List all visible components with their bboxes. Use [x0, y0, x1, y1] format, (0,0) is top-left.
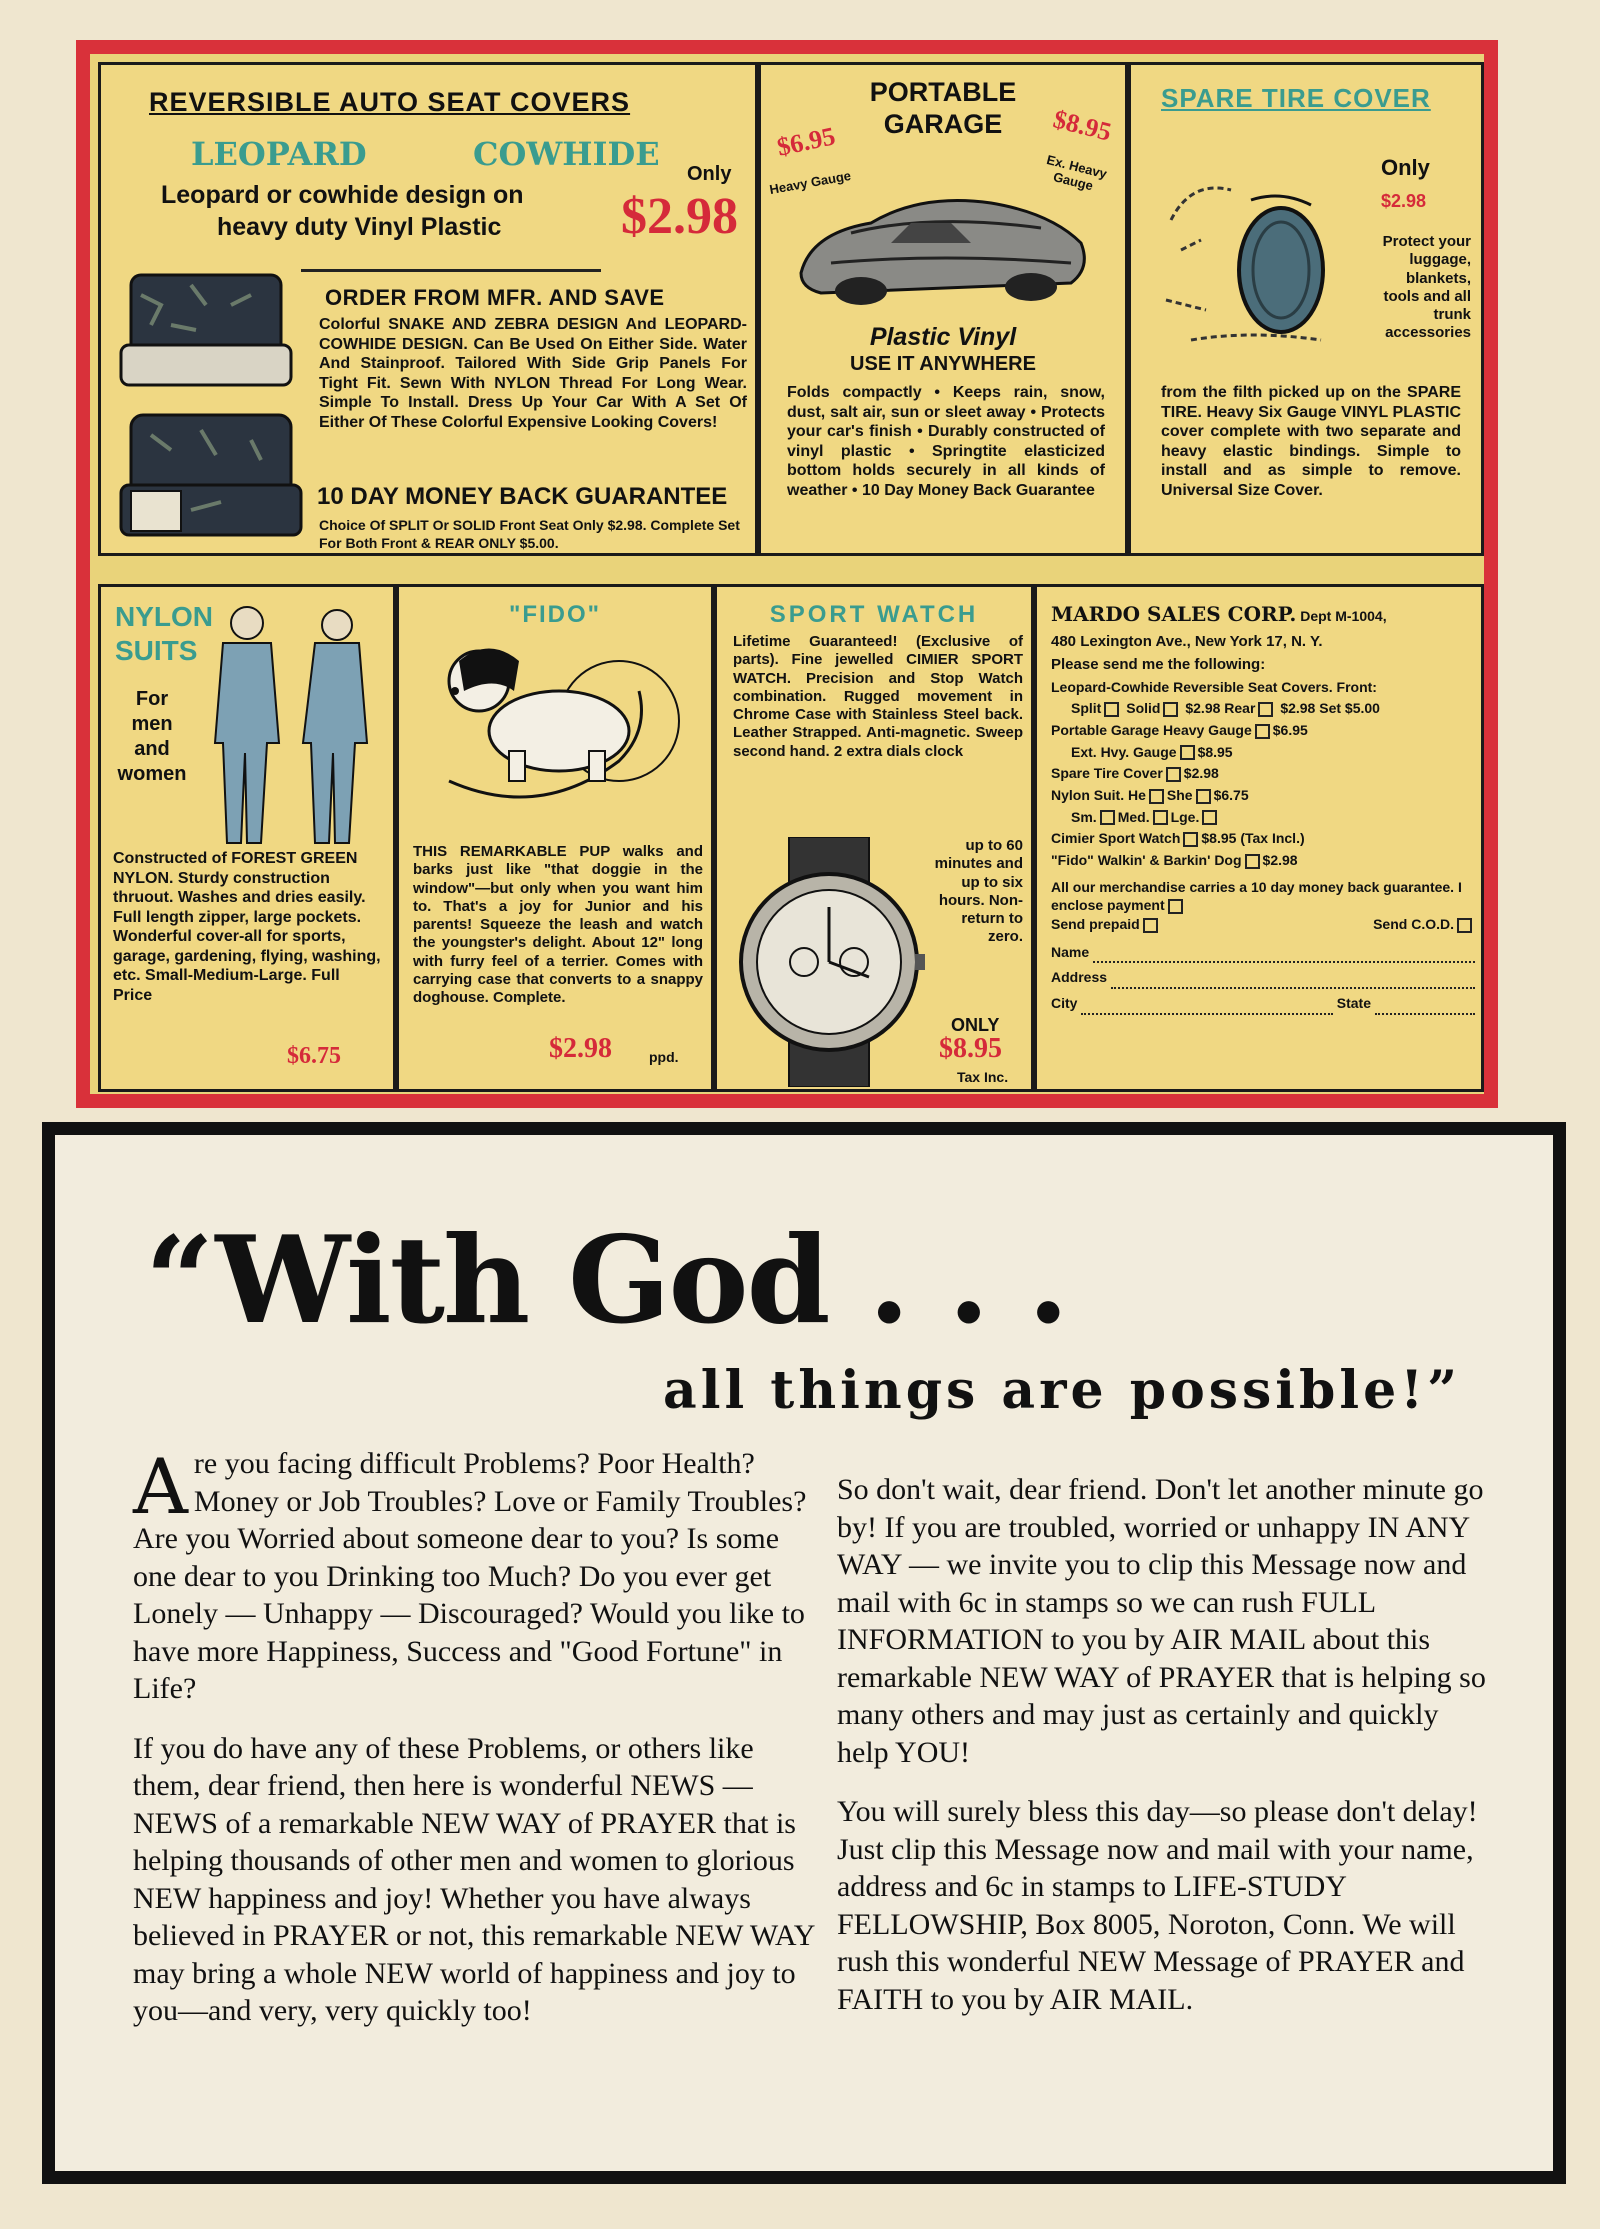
seat-covers-body: Colorful SNAKE AND ZEBRA DESIGN And LEOPARD-COWHIDE DESIGN. Can Be Used On Either Side. Water And Stainproof. Tailored With Side Grip Panels For Tight Fit. Sewn With NYLON Thread For Long Wear. Simple To Install. Dress Up Your Car With A Set Of Either Of These Colorful Expensive Looking Covers!: [319, 316, 747, 431]
name-label: Name: [1051, 943, 1090, 960]
state-label: State: [1336, 995, 1371, 1012]
suit-she-checkbox[interactable]: [1196, 789, 1211, 804]
solid-label: Solid: [1126, 700, 1161, 717]
choice-text: Choice Of SPLIT Or SOLID Front Seat Only $2.98. Complete Set For Both Front & REAR ONLY $5.00.: [319, 517, 740, 551]
sport-watch-ad: [714, 584, 1034, 1092]
suit-he-checkbox[interactable]: [1149, 789, 1164, 804]
size-sm-label: Sm.: [1071, 808, 1097, 825]
suits-for: For men and women: [117, 688, 187, 785]
city-state-row: [1051, 993, 1475, 1015]
message-left-column: [133, 1442, 823, 2052]
fido-body: THIS REMARKABLE PUP walks and barks just like "that doggie in the window"—but only when you want him to. That's a joy for Junior and his parents! Squeeze the leash and watch the youngster's delight. About 12" long with furry feel of a terrier. Comes with carrying case that converts to a snappy doghouse. Complete.: [413, 843, 703, 1007]
size-lge-checkbox[interactable]: [1202, 810, 1217, 825]
watch-body: Lifetime Guaranteed! (Exclusive of parts). Fine jewelled CIMIER SPORT WATCH. Precision and Stop Watch combination. Rugged movement in Chrome Case with Stainless Steel back. Leather Strapped. Anti-magnetic. Sweep second hand. 2 extra dials clock: [733, 633, 1023, 760]
cowhide-label: COWHIDE: [473, 135, 660, 173]
payment-checkbox[interactable]: [1168, 899, 1183, 914]
suits-title-line-1: NYLON: [115, 601, 213, 632]
suit-form-price: $6.75: [1213, 786, 1249, 803]
leopard-label: LEOPARD: [191, 135, 367, 173]
headline: “With God . . .: [145, 1210, 1068, 1351]
spare-tire-ad: [1128, 62, 1484, 556]
order-form-header: [1051, 599, 1475, 630]
city-label: City: [1051, 995, 1078, 1012]
form-line-garage-ex: [1051, 742, 1475, 764]
design-line-2: heavy duty Vinyl Plastic: [217, 213, 502, 241]
seat-covers-price: $2.98: [621, 188, 738, 245]
garage-heavy-label: Portable Garage Heavy Gauge: [1051, 721, 1252, 738]
suits-title-line-2: SUITS: [115, 635, 198, 666]
please-send: Please send me the following:: [1051, 656, 1266, 674]
form-line-suit: [1051, 785, 1475, 807]
ad-panel-inner: [90, 54, 1484, 1094]
fido-title: "FIDO": [508, 601, 602, 628]
form-line-garage: [1051, 720, 1475, 742]
garage-price-ex: $8.95: [1049, 104, 1114, 147]
tire-body: from the filth picked up on the SPARE TIRE. Heavy Six Gauge VINYL PLASTIC cover complete with two separate and heavy elastic bindings. Simple to install and as simple to remove. Universal Size Cover.: [1161, 384, 1461, 499]
state-field[interactable]: [1375, 993, 1475, 1015]
solid-checkbox[interactable]: [1163, 702, 1178, 717]
garage-heavy-checkbox[interactable]: [1255, 724, 1270, 739]
form-line-tire: [1051, 763, 1475, 785]
set-label: $2.98 Set $5.00: [1280, 700, 1380, 717]
paragraph-1: [133, 1442, 823, 1708]
size-lge-label: Lge.: [1170, 808, 1200, 825]
size-med-checkbox[interactable]: [1153, 810, 1168, 825]
nylon-suits-illustration: [197, 601, 393, 851]
address-field[interactable]: [1111, 967, 1475, 989]
watch-tax: Tax Inc.: [957, 1069, 1009, 1085]
garage-subtitle: Plastic Vinyl: [869, 323, 1017, 351]
tire-price: $2.98: [1381, 191, 1427, 211]
tire-only: Only: [1381, 155, 1430, 180]
prepaid-checkbox[interactable]: [1143, 918, 1158, 933]
tire-form-price: $2.98: [1183, 765, 1219, 782]
prayer-message-inner: [52, 1132, 1556, 2174]
suits-price: $6.75: [287, 1043, 341, 1069]
form-line-seat-options: [1051, 698, 1475, 720]
tire-label: Spare Tire Cover: [1051, 765, 1163, 782]
only-label: Only: [687, 163, 732, 185]
fido-ad: [396, 584, 714, 1092]
toy-dog-illustration: [419, 631, 699, 831]
seat-cover-illustration: [111, 255, 311, 545]
garage-label-ex: Ex. Heavy Gauge: [1045, 152, 1109, 194]
seat-covers-title: REVERSIBLE AUTO SEAT COVERS: [149, 87, 631, 117]
garage-ex-price: $8.95: [1197, 743, 1233, 760]
seat-covers-ad: [98, 62, 758, 556]
watch-side-text: up to 60 minutes and up to six hours. Non-return to zero.: [934, 837, 1023, 946]
garage-body: Folds compactly • Keeps rain, snow, dust, salt air, sun or sleet away • Protects your car's finish • Durably constructed of vinyl plastic • Springtite elasticized bottom holds securely in all kinds of weather • 10 Day Money Back Guarantee: [787, 384, 1105, 499]
order-form: [1034, 584, 1484, 1092]
watch-form-label: Cimier Sport Watch: [1051, 830, 1181, 847]
mail-order-ad-panel: [76, 40, 1498, 1108]
watch-form-price: $8.95 (Tax Incl.): [1201, 830, 1305, 847]
fido-form-price: $2.98: [1262, 852, 1298, 868]
fido-form-label: "Fido" Walkin' & Barkin' Dog: [1051, 852, 1242, 868]
garage-title-line-1: PORTABLE: [869, 77, 1017, 107]
rear-checkbox[interactable]: [1258, 702, 1273, 717]
company-address: 480 Lexington Ave., New York 17, N. Y.: [1051, 633, 1323, 650]
form-line-sizes: [1051, 807, 1475, 829]
garage-use: USE IT ANYWHERE: [850, 353, 1036, 375]
prepaid-label: Send prepaid: [1051, 916, 1140, 933]
subheadline: all things are possible!”: [663, 1360, 1461, 1421]
prayer-message-ad: [42, 1122, 1566, 2184]
watch-only: ONLY: [951, 1015, 1000, 1035]
address-label: Address: [1051, 969, 1108, 986]
suits-body: Constructed of FOREST GREEN NYLON. Sturdy construction thruout. Washes and dries easily. Full length zipper, large pockets. Wonderful cover-all for sports, garage, gardening, flying, washing, etc. Small-Medium-Large. Full Price: [113, 850, 381, 1004]
garage-price-heavy: $6.95: [774, 121, 838, 162]
address-field-row: [1051, 967, 1475, 989]
city-field[interactable]: [1081, 993, 1332, 1015]
form-line-watch: [1051, 828, 1475, 850]
size-sm-checkbox[interactable]: [1100, 810, 1115, 825]
drop-cap: A: [133, 1442, 188, 1531]
paragraph-4: You will surely bless this day—so please don't delay! Just clip this Message now and mail with your name, address and 6c in stamps to LIFE-STUDY FELLOWSHIP, Box 8005, Noroton, Conn. We will rush this wonderful NEW Message of PRAYER and FAITH to you by AIR MAIL.: [837, 1795, 1478, 2016]
garage-ex-checkbox[interactable]: [1180, 745, 1195, 760]
suit-he-label: Nylon Suit. He: [1051, 786, 1146, 803]
portable-garage-ad: [758, 62, 1128, 556]
garage-ex-label: Ext. Hvy. Gauge: [1071, 743, 1177, 760]
guarantee-text: All our merchandise carries a 10 day money back guarantee. I enclose payment: [1051, 878, 1462, 913]
watch-title: SPORT WATCH: [769, 601, 979, 628]
paragraph-3: So don't wait, dear friend. Don't let another minute go by! If you are troubled, worried or unhappy IN ANY WAY — we invite you to clip this Message now and mail with 6c in stamps so we can rush FULL INFORMATION to you by AIR MAIL about this remarkable NEW WAY of PRAYER that is helping so many others and may just as certainly and quickly help YOU!: [837, 1473, 1486, 1769]
company-name: MARDO SALES CORP.: [1051, 602, 1297, 626]
watch-checkbox[interactable]: [1183, 832, 1198, 847]
garage-label-heavy: Heavy Gauge: [768, 167, 853, 198]
dept-number: Dept M-1004,: [1300, 608, 1387, 624]
suit-she-label: She: [1166, 786, 1193, 803]
message-right-column: [837, 1471, 1497, 2040]
rear-label: $2.98 Rear: [1185, 700, 1256, 717]
paragraph-2: If you do have any of these Problems, or others like them, dear friend, then here is wonderful NEWS — NEWS of a remarkable NEW WAY of PRAYER that is helping thousands of other men and women to glorious NEW happiness and joy! Whether you have always believed in PRAYER or not, this remarkable NEW WAY may bring a whole NEW world of happiness and joy to you—and very, very quickly too!: [133, 1731, 815, 2027]
name-field[interactable]: [1093, 942, 1475, 964]
name-field-row: [1051, 942, 1475, 964]
wristwatch-illustration: [729, 837, 929, 1087]
cod-checkbox[interactable]: [1457, 918, 1472, 933]
form-guarantee: [1051, 878, 1475, 914]
split-checkbox[interactable]: [1104, 702, 1119, 717]
garage-title-line-2: GARAGE: [883, 109, 1003, 139]
form-line-seat-covers: Leopard-Cowhide Reversible Seat Covers. Front:: [1051, 678, 1377, 695]
tire-side-text: Protect your luggage, blankets, tools and all trunk accessories: [1382, 233, 1471, 342]
order-heading: ORDER FROM MFR. AND SAVE: [325, 285, 665, 310]
cod-label: Send C.O.D.: [1373, 916, 1454, 933]
form-payment-options: [1051, 914, 1475, 936]
divider: [301, 269, 601, 272]
design-line-1: Leopard or cowhide design on: [161, 181, 524, 209]
tire-checkbox[interactable]: [1166, 767, 1181, 782]
fido-checkbox[interactable]: [1245, 854, 1260, 869]
tire-title: SPARE TIRE COVER: [1161, 83, 1431, 113]
garage-heavy-price: $6.95: [1272, 721, 1308, 738]
nylon-suits-ad: [98, 584, 396, 1092]
car-cover-illustration: [791, 183, 1101, 313]
spare-tire-illustration: [1151, 160, 1361, 360]
split-label: Split: [1071, 700, 1102, 717]
paragraph-1-text: re you facing difficult Problems? Poor Health? Money or Job Troubles? Love or Family Troubles? Are you Worried about someone dear to you? Is some one dear to you Drinking too Much? Do you ever get Lonely — Unhappy — Discouraged? Would you like to have more Happiness, Success and "Good Fortune" in Life?: [133, 1447, 807, 1705]
fido-ppd: ppd.: [649, 1049, 679, 1065]
money-back-guarantee: 10 DAY MONEY BACK GUARANTEE: [317, 483, 728, 510]
fido-price: $2.98: [549, 1033, 612, 1064]
watch-price: $8.95: [939, 1033, 1002, 1064]
size-med-label: Med.: [1117, 808, 1150, 825]
form-line-fido: [1051, 850, 1475, 872]
